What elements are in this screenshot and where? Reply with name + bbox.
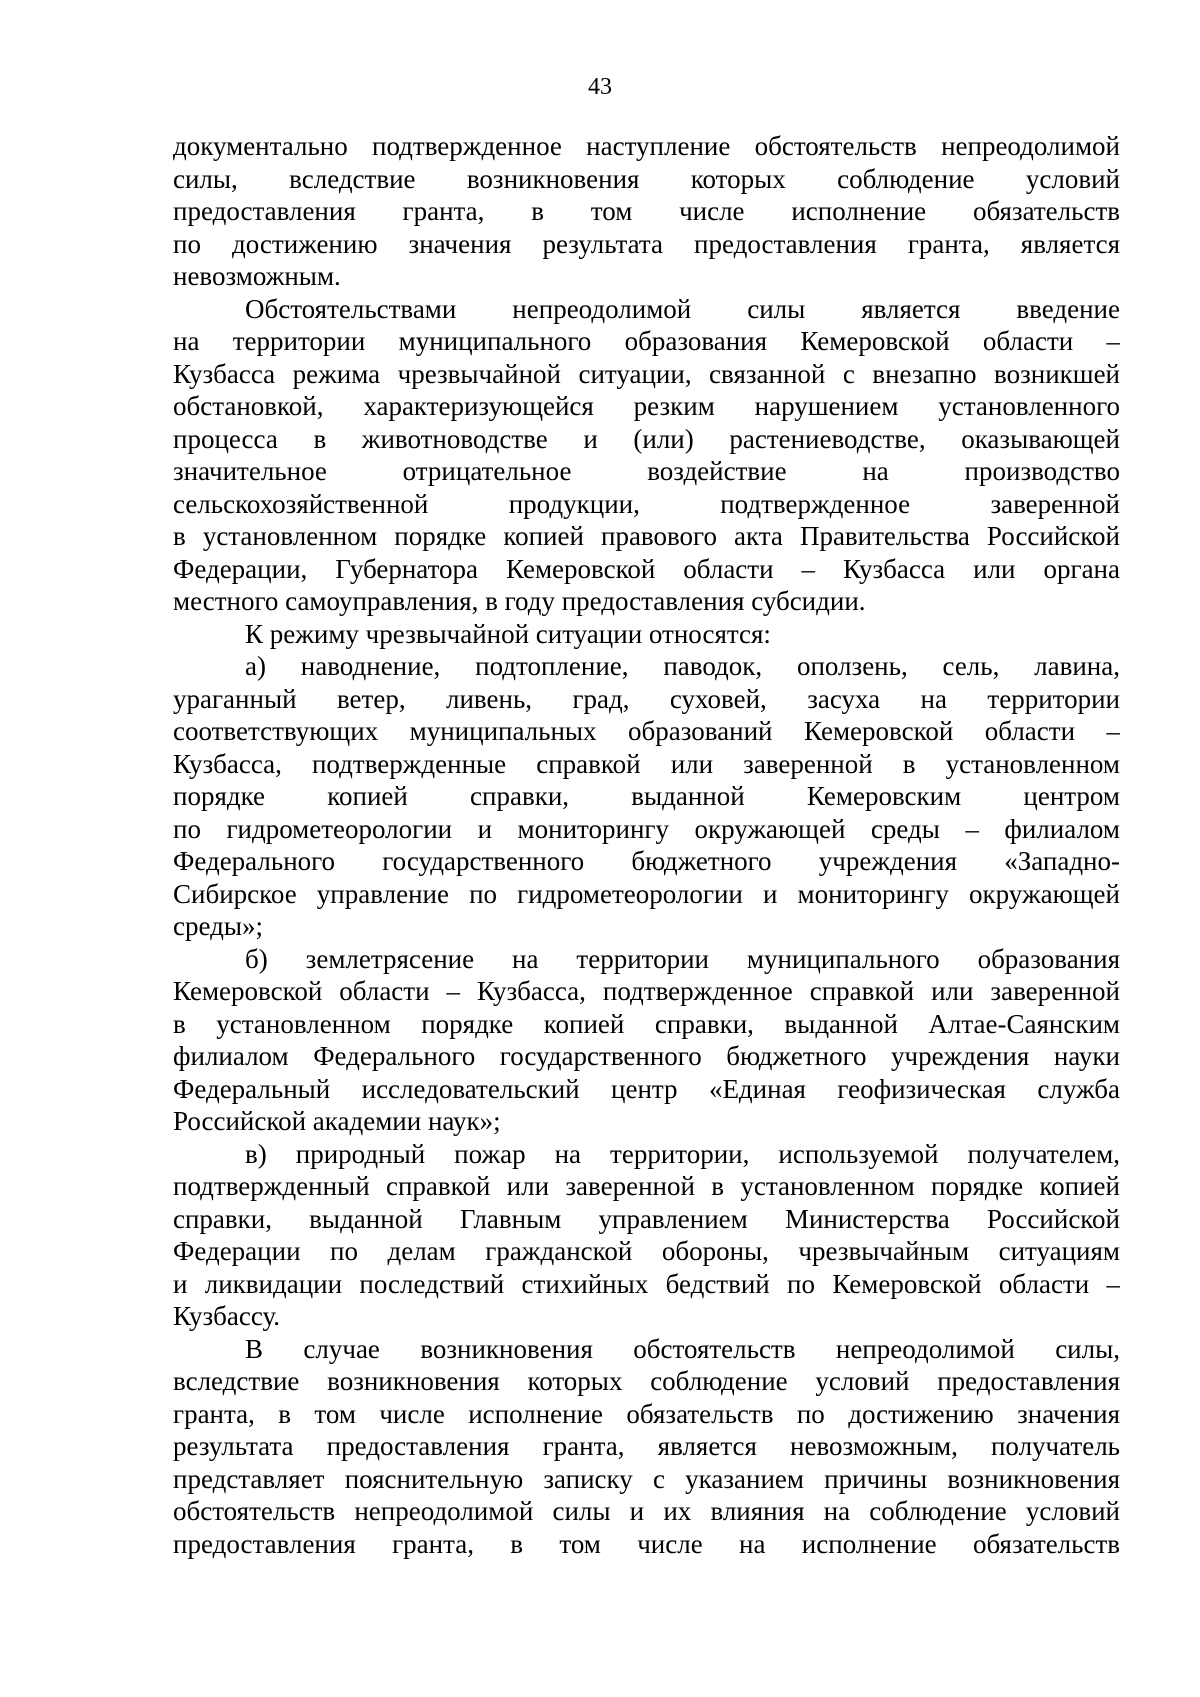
text-line: невозможным. xyxy=(173,261,341,291)
paragraph xyxy=(173,1333,1120,1561)
text-line: документально подтвержденное наступление обстоятельств непреодолимой xyxy=(173,131,1120,161)
text-line: филиалом Федерального государственного бюджетного учреждения науки xyxy=(173,1041,1120,1071)
text-line: процесса в животноводстве и (или) растениеводстве, оказывающей xyxy=(173,423,1120,454)
text-line: Обстоятельствами непреодолимой силы является введение xyxy=(245,293,1120,324)
page-number: 43 xyxy=(588,74,612,100)
text-line: и ликвидации последствий стихийных бедствий по Кемеровской области – xyxy=(173,1268,1120,1299)
text-line: Сибирское управление по гидрометеорологии и мониторингу окружающей xyxy=(173,878,1120,909)
text-line: в установленном порядке копией справки, выданной Алтае-Саянским xyxy=(173,1008,1120,1039)
text-line: Кузбассу. xyxy=(173,1301,281,1331)
text-line: обстоятельств непреодолимой силы и их влияния на соблюдение условий xyxy=(173,1496,1120,1526)
text-line: по достижению значения результата предоставления гранта, является xyxy=(173,228,1120,259)
text-line: среды»; xyxy=(173,911,263,941)
paragraph xyxy=(173,293,1120,618)
text-line: б) землетрясение на территории муниципального образования xyxy=(245,943,1120,974)
text-line: а) наводнение, подтопление, паводок, оползень, сель, лавина, xyxy=(245,651,1120,681)
text-line: соответствующих муниципальных образований Кемеровской области – xyxy=(173,716,1120,746)
text-line: Федерального государственного бюджетного учреждения «Западно- xyxy=(173,846,1120,876)
text-line: значительное отрицательное воздействие на производство xyxy=(173,456,1120,486)
text-line: подтвержденный справкой или заверенной в установленном порядке копией xyxy=(173,1171,1120,1201)
text-line: предоставления гранта, в том числе исполнение обязательств xyxy=(173,196,1120,226)
paragraph xyxy=(173,650,1120,943)
text-line: силы, вследствие возникновения которых соблюдение условий xyxy=(173,163,1120,194)
text-line: Федерации по делам гражданской обороны, чрезвычайным ситуациям xyxy=(173,1236,1120,1266)
paragraph xyxy=(173,1138,1120,1333)
paragraph xyxy=(173,130,1120,293)
text-line: обстановкой, характеризующейся резким нарушением установленного xyxy=(173,391,1120,421)
text-line: представляет пояснительную записку с указанием причины возникновения xyxy=(173,1463,1120,1494)
text-line: К режиму чрезвычайной ситуации относятся: xyxy=(245,618,771,649)
paragraph xyxy=(173,943,1120,1138)
text-line: предоставления гранта, в том числе на исполнение обязательств xyxy=(173,1528,1120,1559)
text-line: Российской академии наук»; xyxy=(173,1106,501,1136)
text-line: Федеральный исследовательский центр «Единая геофизическая служба xyxy=(173,1073,1120,1104)
text-line: на территории муниципального образования Кемеровской области – xyxy=(173,326,1120,356)
text-line: в установленном порядке копией правового акта Правительства Российской xyxy=(173,521,1120,551)
text-line: по гидрометеорологии и мониторингу окружающей среды – филиалом xyxy=(173,813,1120,844)
text-line: В случае возникновения обстоятельств непреодолимой силы, xyxy=(245,1333,1120,1364)
text-line: справки, выданной Главным управлением Министерства Российской xyxy=(173,1203,1120,1234)
text-line: Федерации, Губернатора Кемеровской области – Кузбасса или органа xyxy=(173,553,1120,584)
text-line: порядке копией справки, выданной Кемеровским центром xyxy=(173,781,1120,811)
text-line: ураганный ветер, ливень, град, суховей, засуха на территории xyxy=(173,683,1120,714)
document-body xyxy=(173,130,1120,1560)
text-line: в) природный пожар на территории, используемой получателем, xyxy=(245,1138,1120,1169)
text-line: Кузбасса, подтвержденные справкой или заверенной в установленном xyxy=(173,748,1120,779)
text-line: сельскохозяйственной продукции, подтвержденное заверенной xyxy=(173,488,1120,519)
text-line: Кузбасса режима чрезвычайной ситуации, связанной с внезапно возникшей xyxy=(173,358,1120,389)
text-line: вследствие возникновения которых соблюдение условий предоставления xyxy=(173,1366,1120,1396)
text-line: местного самоуправления, в году предоставления субсидии. xyxy=(173,586,866,616)
text-line: результата предоставления гранта, является невозможным, получатель xyxy=(173,1431,1120,1461)
text-line: гранта, в том числе исполнение обязательств по достижению значения xyxy=(173,1398,1120,1429)
paragraph xyxy=(173,618,1120,651)
text-line: Кемеровской области – Кузбасса, подтвержденное справкой или заверенной xyxy=(173,976,1120,1006)
